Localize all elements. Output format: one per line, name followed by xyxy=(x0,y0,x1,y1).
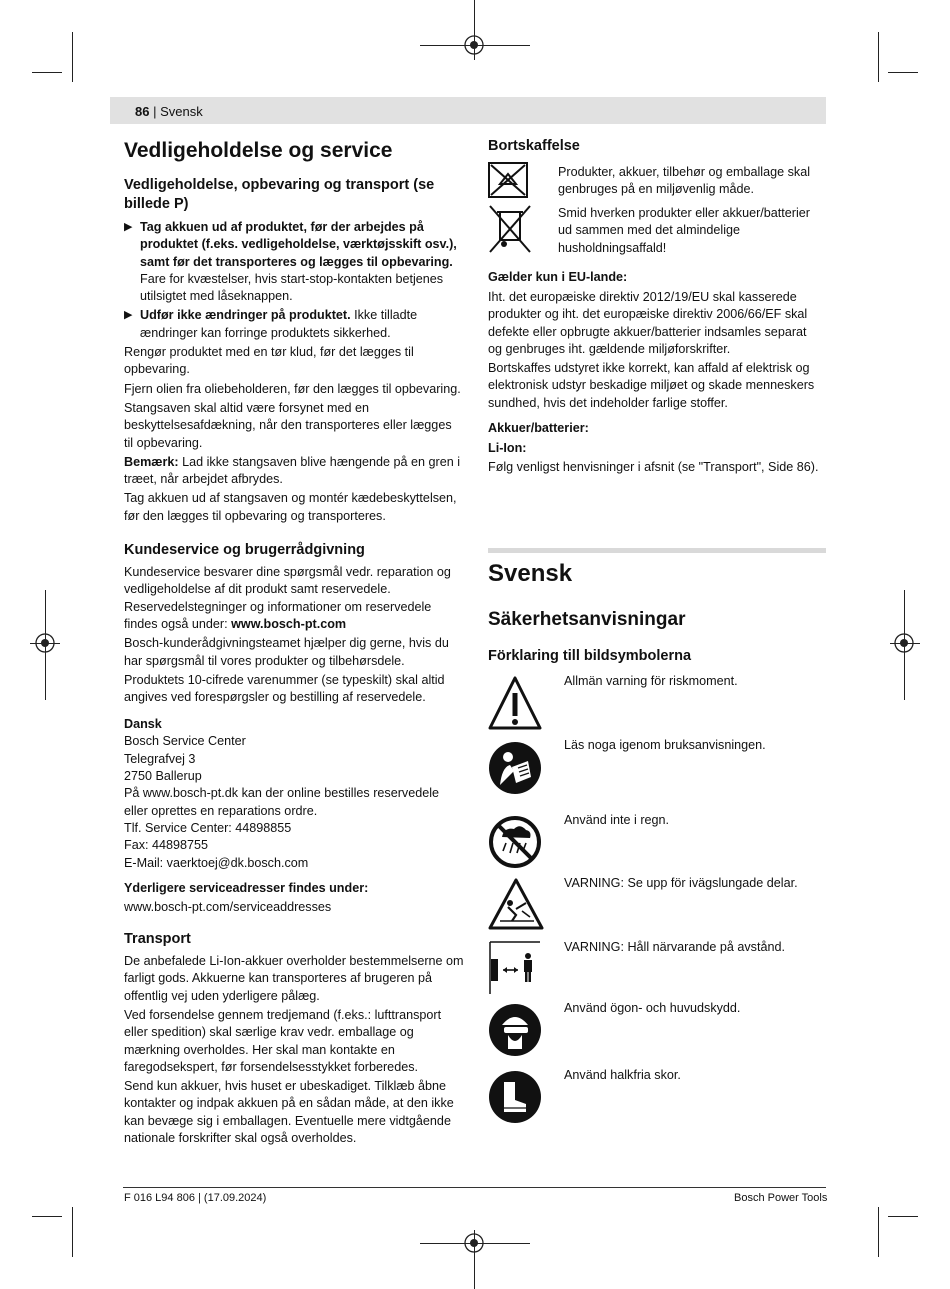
paragraph: Bosch-kunderådgivningsteamet hjælper dig gerne, hvis du har spørgsmål til vores produkter og tilbehørsdele. xyxy=(124,636,449,668)
disposal-text-2: Smid hverken produkter eller akkuer/batterier ud sammen med det almindelige husholdningsaffald! xyxy=(558,206,810,255)
crop-mark xyxy=(72,32,73,82)
paragraph: Ved forsendelse gennem tredjemand (f.eks.: lufttransport eller spedition) skal særlige krav vedr. emballage og mærkning overholdes. Her skal man kontakte en faregodsekspert, før forsendelsesstykket forberedes. xyxy=(124,1007,442,1074)
crop-mark xyxy=(32,1216,62,1217)
section-divider xyxy=(488,548,826,553)
address-line: Telegrafvej 3 xyxy=(124,751,196,766)
crop-mark xyxy=(878,32,879,82)
paragraph: Iht. det europæiske direktiv 2012/19/EU skal kasserede produkter og iht. det europæiske direktiv 2006/66/EF skal defekte eller opbrugte akkuer/batterier indsamles separat og genbruges iht. gældende miljøforskrifter. xyxy=(488,290,808,356)
bullet-text: Fare for kvæstelser, hvis start-stop-kontakten betjenes utilsigtet med låseknappen. xyxy=(140,271,444,304)
symbol-text: Läs noga igenom bruksanvisningen. xyxy=(564,738,766,752)
non-slip-shoes-icon xyxy=(488,1070,542,1124)
service-addresses-link[interactable]: www.bosch-pt.com/serviceaddresses xyxy=(124,899,332,914)
address-line: Fax: 44898755 xyxy=(124,838,209,853)
header-separator: | xyxy=(149,104,161,119)
flying-parts-icon xyxy=(488,877,544,931)
list-item xyxy=(124,219,464,305)
safety-title: Säkerhetsanvisningar xyxy=(488,609,686,630)
list-item xyxy=(124,307,464,342)
symbol-text: Använd ögon- och huvudskydd. xyxy=(564,1001,741,1015)
note-text: Lad ikke stangsaven blive hængende på en gren i træet, når arbejdet afbrydes. xyxy=(124,454,461,487)
eu-section xyxy=(488,269,822,478)
keep-distance-icon xyxy=(488,941,542,995)
disposal-text-1: Produkter, akkuer, tilbehør og emballage skal genbruges på en miljøvenlig måde. xyxy=(558,165,811,197)
crossed-bin-icon xyxy=(488,204,532,254)
crop-mark xyxy=(72,1207,73,1257)
page-header xyxy=(135,104,203,119)
paragraph: Fjern olien fra oliebeholderen, før den lægges til opbevaring. xyxy=(124,381,461,396)
address-line: På www.bosch-pt.dk kan der online bestilles reservedele eller oprettes en reparations ordre. xyxy=(124,786,440,818)
read-manual-icon xyxy=(488,741,542,795)
disposal-heading: Bortskaffelse xyxy=(488,138,580,154)
cs-url-link[interactable]: www.bosch-pt.com xyxy=(231,616,347,631)
no-rain-icon xyxy=(488,815,542,869)
symbol-text: Använd halkfria skor. xyxy=(564,1068,681,1082)
paragraph xyxy=(124,564,464,633)
paragraph: Tag akkuen ud af stangsaven og montér kædebeskyttelsen, før den lægges til opbevaring og transporteres. xyxy=(124,491,457,523)
page-number: 86 xyxy=(135,104,150,119)
liion-heading: Li-Ion: xyxy=(488,441,527,456)
paragraph: Produktets 10-cifrede varenummer (se typeskilt) skal altid angives ved forespørgsler og bestilling af reservedele. xyxy=(124,672,445,705)
footer-brand: Bosch Power Tools xyxy=(734,1192,828,1204)
customer-service-heading: Kundeservice og brugerrådgivning xyxy=(124,542,365,559)
note-label: Bemærk: xyxy=(124,454,179,469)
paragraph: Stangsaven skal altid være forsynet med en beskyttelsesafdækning, når den transporteres eller lægges til opbevaring. xyxy=(124,400,452,450)
maintenance-heading: Vedligeholdelse, opbevaring og transport (se billede P) xyxy=(124,177,435,212)
address-line: 2750 Ballerup xyxy=(124,769,202,784)
address-line: Bosch Service Center xyxy=(124,734,246,749)
symbol-text: VARNING: Håll närvarande på avstånd. xyxy=(564,940,785,954)
symbols-heading: Förklaring till bildsymbolerna xyxy=(488,648,692,664)
registration-mark-icon xyxy=(34,632,56,654)
crop-mark xyxy=(878,1207,879,1257)
section-title: Vedligeholdelse og service xyxy=(124,139,393,162)
footer-rule xyxy=(123,1187,826,1188)
more-addresses-heading: Yderligere serviceadresser findes under: xyxy=(124,880,369,895)
transport-heading: Transport xyxy=(124,931,191,948)
registration-mark-icon xyxy=(463,1232,485,1254)
address-title: Dansk xyxy=(124,717,162,732)
paragraph: Følg venligst henvisninger i afsnit (se "Transport", Side 86). xyxy=(488,460,819,475)
paragraph: De anbefalede Li-Ion-akkuer overholder bestemmelserne om farligt gods. Akkuerne kan transporteres af brugeren på offentlig vej uden yderligere pålæg. xyxy=(124,954,464,1003)
crop-mark xyxy=(32,72,62,73)
bullet-bold-text: Udfør ikke ændringer på produktet. xyxy=(140,308,351,323)
crop-mark xyxy=(888,72,918,73)
address-line: E-Mail: vaerktoej@dk.bosch.com xyxy=(124,855,309,870)
bullet-triangle-icon: ▶ xyxy=(124,309,133,322)
note-paragraph xyxy=(124,454,464,489)
paragraph: Send kun akkuer, hvis huset er ubeskadiget. Tilklæb åbne kontakter og indpak akkuen på en sådan måde, at den ikke kan bevæge sig i emballagen. Eventuelle mere vidtgående nationale forskrifter skal også overholdes. xyxy=(124,1079,454,1146)
symbol-text: Använd inte i regn. xyxy=(564,813,670,827)
akku-heading: Akkuer/batterier: xyxy=(488,421,589,436)
language-title: Svensk xyxy=(488,560,573,587)
paragraph: Rengør produktet med en tør klud, før det lægges til opbevaring. xyxy=(124,345,414,377)
cs-text: Kundeservice besvarer dine spørgsmål vedr. reparation og vedligeholdelse af dit produkt samt reservedele. Reservedelstegninger og informationer om reservedele findes også under: xyxy=(124,565,451,631)
bullet-triangle-icon: ▶ xyxy=(124,221,133,233)
symbol-text: Allmän varning för riskmoment. xyxy=(564,674,738,688)
paragraph: Bortskaffes udstyret ikke korrekt, kan affald af elektrisk og elektronisk udstyr beskadige miljøet og skade menneskers sundhed, hvis det indeholder farlige stoffer. xyxy=(488,361,815,410)
right-column xyxy=(488,137,822,156)
symbol-text: VARNING: Se upp för ivägslungade delar. xyxy=(564,876,798,890)
registration-mark-icon xyxy=(463,34,485,56)
eye-head-protection-icon xyxy=(488,1003,542,1057)
address-line: Tlf. Service Center: 44898855 xyxy=(124,820,292,835)
eu-heading: Gælder kun i EU-lande: xyxy=(488,270,628,284)
page-header-bar xyxy=(110,97,826,124)
registration-mark-icon xyxy=(893,632,915,654)
crop-mark xyxy=(888,1216,918,1217)
header-language: Svensk xyxy=(160,104,203,119)
bullet-bold-text: Tag akkuen ud af produktet, før der arbejdes på produktet (f.eks. vedligeholdelse, værktøjsskift osv.), samt før det transporteres og lægges til opbevaring. xyxy=(140,220,457,269)
left-column xyxy=(124,138,464,1149)
recycling-no-dump-icon xyxy=(488,162,528,198)
warning-triangle-icon xyxy=(488,675,542,731)
footer-doc-code: F 016 L94 806 | (17.09.2024) xyxy=(124,1192,267,1204)
bullet-text: Ikke tilladte ændringer kan forringe produktets sikkerhed. xyxy=(140,308,418,340)
